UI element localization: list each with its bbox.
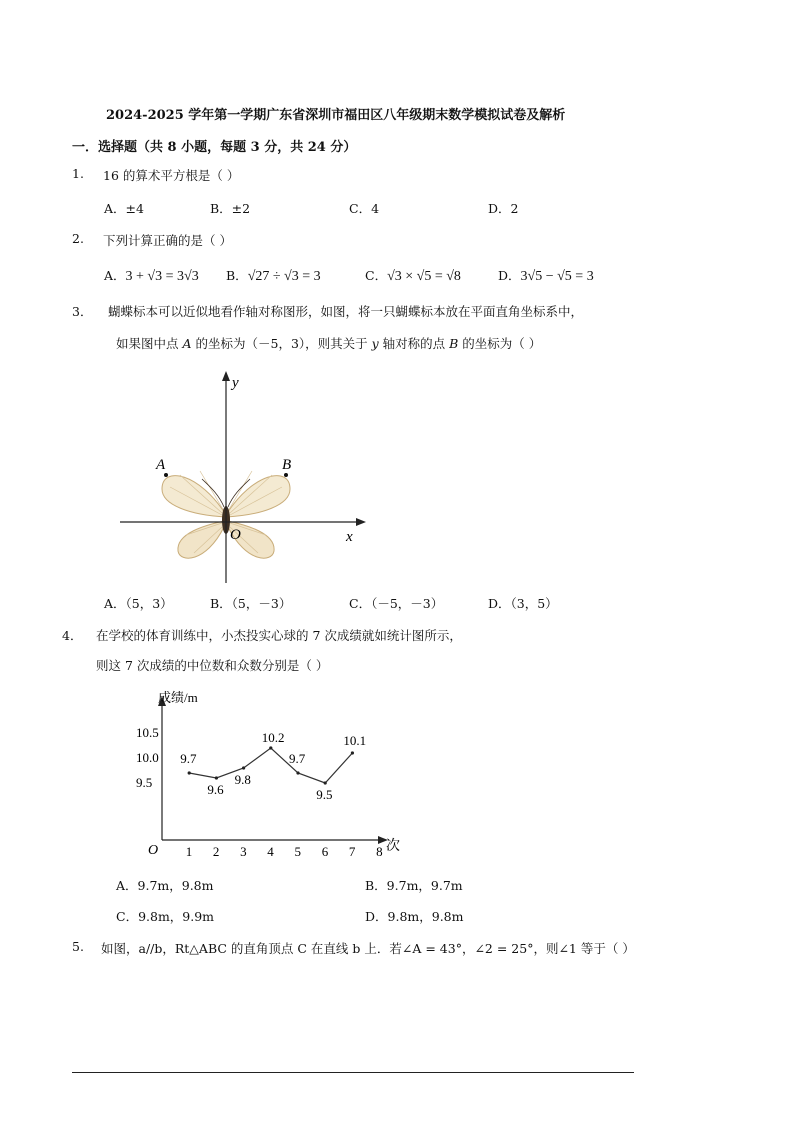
- chart-y-tick-label: 9.5: [136, 775, 153, 790]
- q2-option-a: [104, 266, 199, 285]
- footer-divider: [72, 1072, 634, 1073]
- chart-series-line: [189, 748, 352, 783]
- chart-data-label: 9.8: [234, 772, 251, 787]
- q2-option-c: [365, 266, 461, 285]
- chart-data-point: [351, 751, 354, 754]
- q2-option-b-label: B．: [226, 268, 248, 283]
- question-4-line-1: 在学校的体育训练中，小杰投实心球的 7 次成绩就如统计图所示，: [96, 628, 462, 643]
- x-axis-arrow-icon: [356, 518, 366, 526]
- point-a-marker: [164, 473, 168, 477]
- y-axis-arrow-icon: [222, 371, 230, 381]
- q1-option-c: C．4: [349, 201, 380, 216]
- chart-origin-label: O: [148, 843, 159, 858]
- question-4-number: 4．: [62, 628, 83, 643]
- question-1-stem: 16 的算术平方根是（ ）: [103, 168, 240, 183]
- q4-option-c: C．9.8m，9.9m: [116, 909, 215, 924]
- q3-text-d: 的坐标为（ ）: [458, 336, 542, 351]
- chart-x-tick-label: 2: [212, 844, 220, 859]
- chart-x-tick-label: 1: [185, 844, 193, 859]
- question-1-number: 1.: [72, 166, 84, 181]
- q2-option-b: [226, 266, 321, 285]
- q1-option-d: D．2: [488, 201, 519, 216]
- q3-text-c: 轴对称的点: [378, 336, 450, 351]
- chart-data-point: [296, 771, 299, 774]
- question-3-line-2: [116, 334, 541, 352]
- figure-y-label: y: [232, 375, 239, 391]
- question-5-stem: 如图，a//b，Rt△ABC 的直角顶点 C 在直线 b 上．若∠A = 43°，∠2 = 25°，则∠1 等于（ ）: [101, 941, 635, 956]
- figure-origin-label: O: [230, 527, 241, 543]
- question-5-number: 5.: [72, 939, 84, 954]
- line-chart: [136, 684, 406, 862]
- q2-option-d-expr: 3√5 − √5 = 3: [520, 269, 594, 284]
- chart-data-point: [215, 776, 218, 779]
- q2-option-a-label: A．: [104, 268, 126, 283]
- butterfly-figure: [110, 365, 380, 590]
- q3-point-a-ref: A: [182, 336, 192, 351]
- q1-option-b: B．±2: [210, 201, 251, 216]
- chart-data-label: 9.7: [289, 751, 306, 766]
- chart-data-point: [242, 766, 245, 769]
- chart-x-label: 次: [386, 839, 400, 854]
- figure-point-a-label: A: [156, 457, 166, 473]
- q4-option-a: A．9.7m，9.8m: [116, 878, 214, 893]
- point-b-marker: [284, 473, 288, 477]
- q3-text-b: 的坐标为（－5，3），则其关于: [191, 336, 372, 351]
- question-4-line-2: 则这 7 次成绩的中位数和众数分别是（ ）: [96, 658, 329, 673]
- chart-data-label: 9.7: [180, 751, 197, 766]
- chart-data-point: [324, 781, 327, 784]
- chart-data-point: [269, 746, 272, 749]
- chart-data-label: 10.2: [261, 730, 285, 745]
- chart-y-label: 成绩/m: [158, 690, 198, 705]
- question-3-line-1: 蝴蝶标本可以近似地看作轴对称图形，如图，将一只蝴蝶标本放在平面直角坐标系中，: [108, 304, 584, 319]
- question-3-number: 3．: [72, 304, 93, 319]
- chart-x-tick-label: 5: [294, 844, 301, 859]
- q3-option-b: B．（5，－3）: [210, 596, 292, 611]
- q2-option-a-expr: 3 + √3 = 3√3: [125, 269, 199, 284]
- q2-option-d: [498, 266, 594, 285]
- q4-option-b: B．9.7m，9.7m: [365, 878, 463, 893]
- question-2-stem: 下列计算正确的是（ ）: [103, 233, 232, 248]
- q3-text-a: 如果图中点: [116, 336, 183, 351]
- figure-point-b-label: B: [282, 457, 292, 473]
- chart-data-point: [188, 771, 191, 774]
- q3-option-d: D．（3，5）: [488, 596, 558, 611]
- q3-option-a: A．（5，3）: [104, 596, 173, 611]
- chart-x-tick-label: 4: [267, 844, 274, 859]
- chart-y-tick-label: 10.5: [136, 725, 159, 740]
- q4-option-d: D．9.8m，9.8m: [365, 909, 464, 924]
- figure-x-label: x: [346, 529, 353, 545]
- chart-data-label: 9.6: [207, 782, 224, 797]
- q2-option-d-label: D．: [498, 268, 521, 283]
- q3-point-b-ref: B: [449, 336, 459, 351]
- q2-option-c-label: C．: [365, 268, 388, 283]
- q2-option-c-expr: √3 × √5 = √8: [387, 269, 461, 284]
- chart-y-tick-label: 10.0: [136, 750, 159, 765]
- chart-x-tick-label: 7: [348, 844, 356, 859]
- chart-x-tick-label: 6: [321, 844, 329, 859]
- chart-data-label: 10.1: [343, 733, 367, 748]
- q3-y-ref: y: [371, 336, 379, 351]
- question-2-number: 2.: [72, 231, 84, 246]
- chart-x-tick-label: 3: [240, 844, 247, 859]
- q1-option-a: A．±4: [104, 201, 144, 216]
- section-heading: 一．选择题（共 8 小题，每题 3 分，共 24 分）: [72, 140, 357, 155]
- q2-option-b-expr: √27 ÷ √3 = 3: [247, 269, 321, 284]
- page-title: 2024-2025 学年第一学期广东省深圳市福田区八年级期末数学模拟试卷及解析: [106, 108, 566, 123]
- chart-x-tick-label: 8: [376, 844, 383, 859]
- q3-option-c: C．（－5，－3）: [349, 596, 444, 611]
- chart-data-label: 9.5: [316, 787, 333, 802]
